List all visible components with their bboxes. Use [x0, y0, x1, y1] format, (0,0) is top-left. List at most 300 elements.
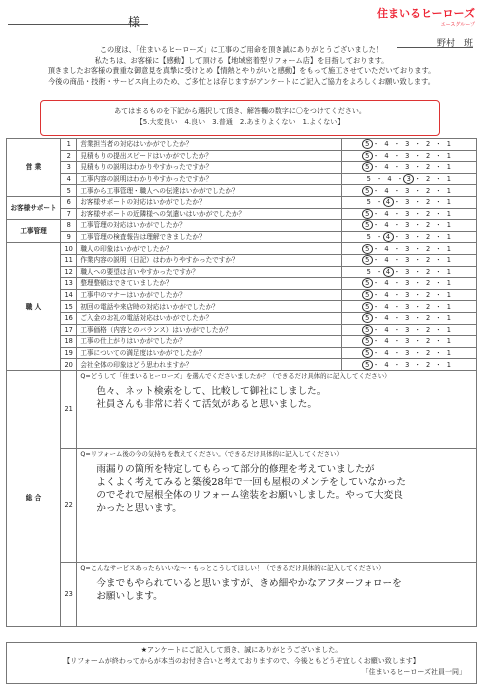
question-text: 工事価格（内容とのバランス）はいかがでしたか？ [77, 324, 341, 336]
rating-separator: ・ [372, 314, 380, 323]
question-row [7, 208, 477, 220]
rating-options [341, 324, 476, 336]
rating-option[interactable]: 2 [425, 360, 431, 369]
rating-separator: ・ [414, 198, 422, 207]
rating-separator: ・ [372, 337, 380, 346]
rating-separator: ・ [372, 186, 380, 195]
rating-option[interactable]: 1 [446, 186, 452, 195]
rating-selected[interactable]: 5 [362, 244, 373, 254]
rating-selected[interactable]: 5 [362, 336, 373, 346]
question-row [7, 301, 477, 313]
rating-separator: ・ [393, 314, 401, 323]
rating-option[interactable]: 2 [425, 256, 431, 265]
question-number: 2 [61, 150, 77, 162]
rating-option[interactable]: 1 [446, 337, 452, 346]
category-label: 総 合 [7, 370, 61, 626]
rating-option[interactable]: 2 [425, 291, 431, 300]
rating-option[interactable]: 1 [446, 244, 452, 253]
rating-separator: ・ [414, 291, 422, 300]
question-number: 9 [61, 231, 77, 243]
rating-option[interactable]: 4 [384, 163, 389, 172]
question-row [7, 173, 477, 185]
rating-separator: ・ [393, 302, 401, 311]
rating-options [341, 208, 476, 220]
question-number: 11 [61, 254, 77, 266]
name-underline [8, 24, 148, 25]
rating-separator: ・ [372, 256, 380, 265]
rating-option[interactable]: 3 [405, 163, 410, 172]
rating-separator: ・ [435, 256, 442, 265]
rating-options [341, 139, 476, 151]
rating-option[interactable]: 1 [446, 360, 452, 369]
question-row [7, 359, 477, 371]
rating-option[interactable]: 2 [425, 267, 431, 276]
question-text: 営業担当者の対応はいかがでしたか？ [77, 139, 341, 151]
question-number: 22 [61, 448, 77, 562]
rating-separator: ・ [375, 198, 383, 207]
rating-separator: ・ [435, 140, 442, 149]
rating-separator: ・ [414, 279, 422, 288]
rating-option[interactable]: 1 [446, 140, 452, 149]
rating-separator: ・ [393, 233, 401, 242]
question-text: 職人への要望は言いやすかったですか？ [77, 266, 341, 278]
rating-option[interactable]: 3 [405, 140, 410, 149]
rating-separator: ・ [372, 348, 380, 357]
rating-option[interactable]: 2 [425, 244, 431, 253]
rating-option[interactable]: 4 [384, 221, 389, 230]
question-number: 17 [61, 324, 77, 336]
answer-line: のでそれで屋根全体のリフォーム塗装をお願いしました。やって大変良 [96, 489, 403, 501]
rating-selected[interactable]: 5 [362, 313, 373, 323]
rating-option[interactable]: 2 [425, 279, 431, 288]
question-number: 13 [61, 278, 77, 290]
question-text: 整理整頓はできていましたか？ [77, 278, 341, 290]
rating-separator: ・ [414, 209, 422, 218]
question-text: ご入金のお礼の電話対応はいかがでしたか？ [77, 312, 341, 324]
rating-option[interactable]: 2 [425, 233, 431, 242]
rating-option[interactable]: 2 [425, 221, 431, 230]
category-label: 営 業 [7, 139, 61, 197]
rating-option[interactable]: 1 [446, 279, 452, 288]
question-number: 18 [61, 336, 77, 348]
rating-separator: ・ [435, 360, 442, 369]
rating-option[interactable]: 1 [446, 291, 452, 300]
rating-separator: ・ [393, 244, 401, 253]
rating-option[interactable]: 4 [384, 302, 389, 311]
question-number: 5 [61, 185, 77, 197]
intro-line: この度は、「住まいるヒーローズ」に工事のご用命を頂き誠にありがとうございました！ [99, 45, 384, 54]
answer-line: 社員さんも非常に若くて活気があると思いました。 [96, 398, 317, 410]
rating-separator: ・ [414, 302, 422, 311]
free-question-row [7, 562, 477, 626]
rating-separator: ・ [435, 337, 442, 346]
intro-text [10, 45, 473, 87]
intro-line: 私たちは、お客様に【感動】して頂ける【地域密着型リフォーム店】を目指しております。 [94, 55, 389, 65]
question-number: 21 [61, 370, 77, 448]
question-number: 23 [61, 562, 77, 626]
rating-separator: ・ [435, 279, 442, 288]
question-number: 4 [61, 173, 77, 185]
question-text: お客様サポートの対応はいかがでしたか？ [77, 196, 341, 208]
handwritten-answer [80, 463, 473, 515]
rating-separator: ・ [393, 140, 401, 149]
rating-option[interactable]: 2 [425, 140, 431, 149]
rating-separator: ・ [414, 337, 422, 346]
rating-separator: ・ [414, 267, 422, 276]
rating-option[interactable]: 1 [446, 348, 452, 357]
rating-option[interactable]: 2 [425, 198, 431, 207]
rating-separator: ・ [372, 221, 380, 230]
rating-options [341, 196, 476, 208]
rating-option[interactable]: 1 [446, 198, 452, 207]
rating-option[interactable]: 3 [405, 244, 410, 253]
rating-separator: ・ [393, 198, 401, 207]
rating-separator: ・ [375, 175, 383, 184]
question-row [7, 324, 477, 336]
rating-option[interactable]: 4 [384, 209, 389, 218]
rating-option[interactable]: 3 [405, 151, 410, 160]
rating-selected[interactable]: 5 [362, 139, 373, 149]
rating-option[interactable]: 3 [405, 314, 410, 323]
logo-text: 住まいるヒーローズ [376, 7, 475, 20]
rating-separator: ・ [372, 140, 380, 149]
rating-options [341, 347, 476, 359]
question-number: 14 [61, 289, 77, 301]
rating-options [341, 173, 476, 185]
rating-selected[interactable]: 5 [362, 290, 373, 300]
rating-options [341, 150, 476, 162]
question-text: 工事についての満足度はいかがでしたか？ [77, 347, 341, 359]
rating-selected[interactable]: 5 [362, 302, 373, 312]
rating-separator: ・ [393, 291, 401, 300]
rating-options [341, 254, 476, 266]
question-row [7, 266, 477, 278]
rating-option[interactable]: 3 [405, 209, 410, 218]
rating-option[interactable]: 5 [366, 233, 371, 242]
survey-table [6, 138, 477, 627]
answer-line: 雨漏りの箇所を特定してもらって部分的修理を考えていましたが [96, 463, 375, 475]
free-answer-cell[interactable] [77, 562, 477, 626]
handwritten-answer [80, 577, 473, 603]
instruction-text: あてはまるものを下記から選択して頂き、解答欄の数字に〇をつけてください。 [114, 107, 366, 115]
question-text: お客様サポートの近隣様への気遣いはいかがでしたか？ [77, 208, 341, 220]
rating-option[interactable]: 5 [366, 198, 371, 207]
rating-option[interactable]: 2 [425, 175, 431, 184]
rating-separator: ・ [435, 291, 442, 300]
rating-separator: ・ [435, 198, 442, 207]
rating-separator: ・ [372, 360, 380, 369]
rating-separator: ・ [435, 175, 442, 184]
rating-separator: ・ [414, 256, 422, 265]
question-row [7, 162, 477, 174]
rating-option[interactable]: 2 [425, 314, 431, 323]
rating-options [341, 278, 476, 290]
rating-option[interactable]: 4 [384, 244, 389, 253]
rating-separator: ・ [435, 233, 442, 242]
rating-options [341, 301, 476, 313]
rating-separator: ・ [396, 175, 404, 184]
rating-option[interactable]: 2 [425, 348, 431, 357]
rating-option[interactable]: 2 [425, 337, 431, 346]
rating-option[interactable]: 1 [446, 151, 452, 160]
question-row [7, 150, 477, 162]
rating-separator: ・ [435, 209, 442, 218]
rating-selected[interactable]: 5 [362, 186, 373, 196]
rating-option[interactable]: 2 [425, 151, 431, 160]
rating-separator: ・ [414, 325, 422, 334]
question-text: 工事の仕上がりはいかがでしたか？ [77, 336, 341, 348]
question-row [7, 231, 477, 243]
question-number: 15 [61, 301, 77, 313]
rating-separator: ・ [393, 256, 401, 265]
staff-team: 野村 班 [436, 39, 473, 49]
rating-option[interactable]: 2 [425, 325, 431, 334]
rating-separator: ・ [435, 325, 442, 334]
rating-options [341, 162, 476, 174]
rating-separator: ・ [435, 151, 442, 160]
rating-separator: ・ [393, 267, 401, 276]
rating-options [341, 231, 476, 243]
rating-option[interactable]: 4 [384, 314, 389, 323]
rating-option[interactable]: 4 [384, 337, 389, 346]
question-number: 3 [61, 162, 77, 174]
rating-separator: ・ [414, 221, 422, 230]
rating-selected[interactable]: 5 [362, 151, 373, 161]
question-text: 作業内容の説明（日記）はわかりやすかったですか？ [77, 254, 341, 266]
rating-options [341, 185, 476, 197]
free-question-row [7, 370, 477, 448]
rating-option[interactable]: 1 [446, 209, 452, 218]
rating-separator: ・ [393, 151, 401, 160]
rating-separator: ・ [414, 314, 422, 323]
rating-options [341, 266, 476, 278]
rating-separator: ・ [393, 163, 401, 172]
rating-options [341, 312, 476, 324]
rating-separator: ・ [393, 186, 401, 195]
question-row [7, 196, 477, 208]
question-row [7, 185, 477, 197]
rating-separator: ・ [372, 209, 380, 218]
rating-selected[interactable]: 4 [383, 232, 394, 242]
rating-option[interactable]: 4 [384, 291, 389, 300]
rating-selected[interactable]: 5 [362, 220, 373, 230]
rating-option[interactable]: 4 [384, 360, 389, 369]
rating-separator: ・ [414, 151, 422, 160]
rating-option[interactable]: 3 [405, 348, 410, 357]
question-text: 工事管理の対応はいかがでしたか？ [77, 220, 341, 232]
rating-selected[interactable]: 5 [362, 325, 373, 335]
rating-option[interactable]: 1 [446, 163, 452, 172]
question-text: 工事管理の検査報告は理解できましたか？ [77, 231, 341, 243]
question-row [7, 139, 477, 151]
rating-separator: ・ [435, 221, 442, 230]
question-row [7, 336, 477, 348]
rating-option[interactable]: 4 [387, 175, 392, 184]
answer-line: よくよく考えてみると築後28年で一回も屋根のメンテをしていなかった [96, 476, 406, 488]
rating-separator: ・ [393, 279, 401, 288]
rating-separator: ・ [435, 163, 442, 172]
rating-option[interactable]: 5 [366, 267, 371, 276]
question-row [7, 220, 477, 232]
rating-separator: ・ [414, 140, 422, 149]
rating-option[interactable]: 3 [405, 221, 410, 230]
handwritten-answer [80, 385, 473, 411]
rating-option[interactable]: 2 [425, 209, 431, 218]
rating-option[interactable]: 4 [384, 348, 389, 357]
company-logo [377, 2, 475, 28]
rating-selected[interactable]: 5 [362, 360, 373, 370]
question-text: 会社全体の印象はどう思われますか？ [77, 359, 341, 371]
answer-line: 今までもやられていると思いますが、きめ細やかなアフターフォローを [96, 577, 402, 589]
rating-option[interactable]: 2 [425, 186, 431, 195]
free-question-text: Q=リフォーム後の今の気持ちを教えてください。（できるだけ具体的に記入してください） [80, 449, 343, 458]
rating-option[interactable]: 4 [384, 151, 389, 160]
category-label: 工事管理 [7, 220, 61, 243]
rating-separator: ・ [372, 279, 380, 288]
rating-option[interactable]: 3 [405, 291, 410, 300]
rating-option[interactable]: 3 [405, 186, 410, 195]
rating-option[interactable]: 4 [384, 279, 389, 288]
rating-options [341, 220, 476, 232]
header [0, 0, 483, 40]
rating-option[interactable]: 1 [446, 221, 452, 230]
question-text: 工事中のマナーはいかがでしたか？ [77, 289, 341, 301]
logo-sub: エースグループ [440, 22, 475, 28]
rating-option[interactable]: 4 [384, 325, 389, 334]
rating-option[interactable]: 2 [425, 302, 431, 311]
footer-box [6, 642, 477, 684]
question-text: 工事から工事管理・職人への伝達はいかがでしたか？ [77, 185, 341, 197]
rating-option[interactable]: 1 [446, 256, 452, 265]
rating-separator: ・ [435, 186, 442, 195]
rating-option[interactable]: 4 [384, 140, 389, 149]
rating-scale: 【5.大変良い 4.良い 3.普通 2.あまりよくない 1.よくない】 [135, 118, 345, 126]
rating-option[interactable]: 4 [384, 256, 389, 265]
rating-option[interactable]: 3 [405, 279, 410, 288]
rating-separator: ・ [414, 175, 422, 184]
category-label: お客様サポート [7, 196, 61, 219]
rating-separator: ・ [393, 360, 401, 369]
rating-separator: ・ [414, 360, 422, 369]
free-answer-cell[interactable] [77, 448, 477, 562]
question-number: 1 [61, 139, 77, 151]
rating-separator: ・ [414, 244, 422, 253]
question-number: 10 [61, 243, 77, 255]
question-row [7, 243, 477, 255]
rating-separator: ・ [393, 221, 401, 230]
rating-option[interactable]: 3 [405, 233, 410, 242]
rating-separator: ・ [414, 233, 422, 242]
rating-option[interactable]: 5 [366, 175, 371, 184]
question-text: 職人の印象はいかがでしたか？ [77, 243, 341, 255]
rating-selected[interactable]: 5 [362, 162, 373, 172]
rating-option[interactable]: 1 [446, 302, 452, 311]
rating-option[interactable]: 3 [405, 360, 410, 369]
rating-selected[interactable]: 3 [403, 174, 414, 184]
rating-separator: ・ [372, 302, 380, 311]
rating-separator: ・ [372, 291, 380, 300]
rating-option[interactable]: 3 [405, 302, 410, 311]
question-text: 見積もりの説明はわかりやすかったですか？ [77, 162, 341, 174]
rating-options [341, 336, 476, 348]
rating-selected[interactable]: 4 [383, 197, 394, 207]
rating-separator: ・ [393, 337, 401, 346]
rating-option[interactable]: 1 [446, 175, 452, 184]
rating-separator: ・ [435, 244, 442, 253]
answer-line: 色々、ネット検索をして、比較して御社にしました。 [96, 385, 327, 397]
question-number: 20 [61, 359, 77, 371]
rating-separator: ・ [435, 348, 442, 357]
rating-option[interactable]: 3 [405, 267, 410, 276]
rating-separator: ・ [393, 325, 401, 334]
question-row [7, 254, 477, 266]
rating-options [341, 243, 476, 255]
free-question-text: Q=こんなサービスあったらいいな～・もっとこうしてほしい！（できるだけ具体的に記入してください） [80, 563, 385, 572]
rating-separator: ・ [375, 233, 383, 242]
answer-line: お願いします。 [96, 590, 163, 602]
free-question-text: Q=どうして「住まいるヒーローズ」を選んでくださいましたか？（できるだけ具体的に記入してください） [80, 371, 391, 380]
rating-option[interactable]: 1 [446, 233, 452, 242]
question-row [7, 278, 477, 290]
question-number: 16 [61, 312, 77, 324]
rating-separator: ・ [393, 209, 401, 218]
question-number: 7 [61, 208, 77, 220]
rating-options [341, 359, 476, 371]
footer-thanks: ★アンケートにご記入して頂き、誠にありがとうございました。 [140, 646, 343, 654]
rating-selected[interactable]: 5 [362, 209, 373, 219]
free-question-row [7, 448, 477, 562]
rating-selected[interactable]: 5 [362, 348, 373, 358]
question-row [7, 289, 477, 301]
rating-option[interactable]: 1 [446, 267, 452, 276]
question-number: 19 [61, 347, 77, 359]
rating-separator: ・ [414, 186, 422, 195]
rating-selected[interactable]: 5 [362, 255, 373, 265]
question-text: 見積もりの提出スピードはいかがでしたか？ [77, 150, 341, 162]
rating-separator: ・ [435, 267, 442, 276]
free-answer-cell[interactable] [77, 370, 477, 448]
rating-option[interactable]: 3 [405, 256, 410, 265]
question-number: 6 [61, 196, 77, 208]
rating-separator: ・ [375, 267, 383, 276]
rating-option[interactable]: 3 [405, 325, 410, 334]
rating-option[interactable]: 2 [425, 163, 431, 172]
question-row [7, 312, 477, 324]
rating-separator: ・ [372, 151, 380, 160]
instruction-box [40, 100, 440, 136]
question-number: 8 [61, 220, 77, 232]
rating-option[interactable]: 1 [446, 325, 452, 334]
question-number: 12 [61, 266, 77, 278]
rating-option[interactable]: 4 [384, 186, 389, 195]
rating-separator: ・ [393, 348, 401, 357]
question-text: 初回の電話や来店時の対応はいかがでしたか？ [77, 301, 341, 313]
rating-separator: ・ [372, 325, 380, 334]
rating-option[interactable]: 3 [405, 337, 410, 346]
rating-options [341, 289, 476, 301]
intro-line: 頂きましたお客様の貴重な御意見を真摯に受けとめ【情熱とやりがいと感動】をもって施工させていただいております。 [47, 66, 436, 75]
rating-separator: ・ [372, 163, 380, 172]
rating-separator: ・ [435, 302, 442, 311]
rating-separator: ・ [435, 314, 442, 323]
rating-selected[interactable]: 4 [383, 267, 394, 277]
rating-option[interactable]: 3 [405, 198, 410, 207]
rating-selected[interactable]: 5 [362, 278, 373, 288]
category-label: 職 人 [7, 243, 61, 371]
addressee-suffix: 様 [128, 15, 141, 29]
rating-option[interactable]: 1 [446, 314, 452, 323]
answer-line: かったと思います。 [96, 502, 182, 514]
